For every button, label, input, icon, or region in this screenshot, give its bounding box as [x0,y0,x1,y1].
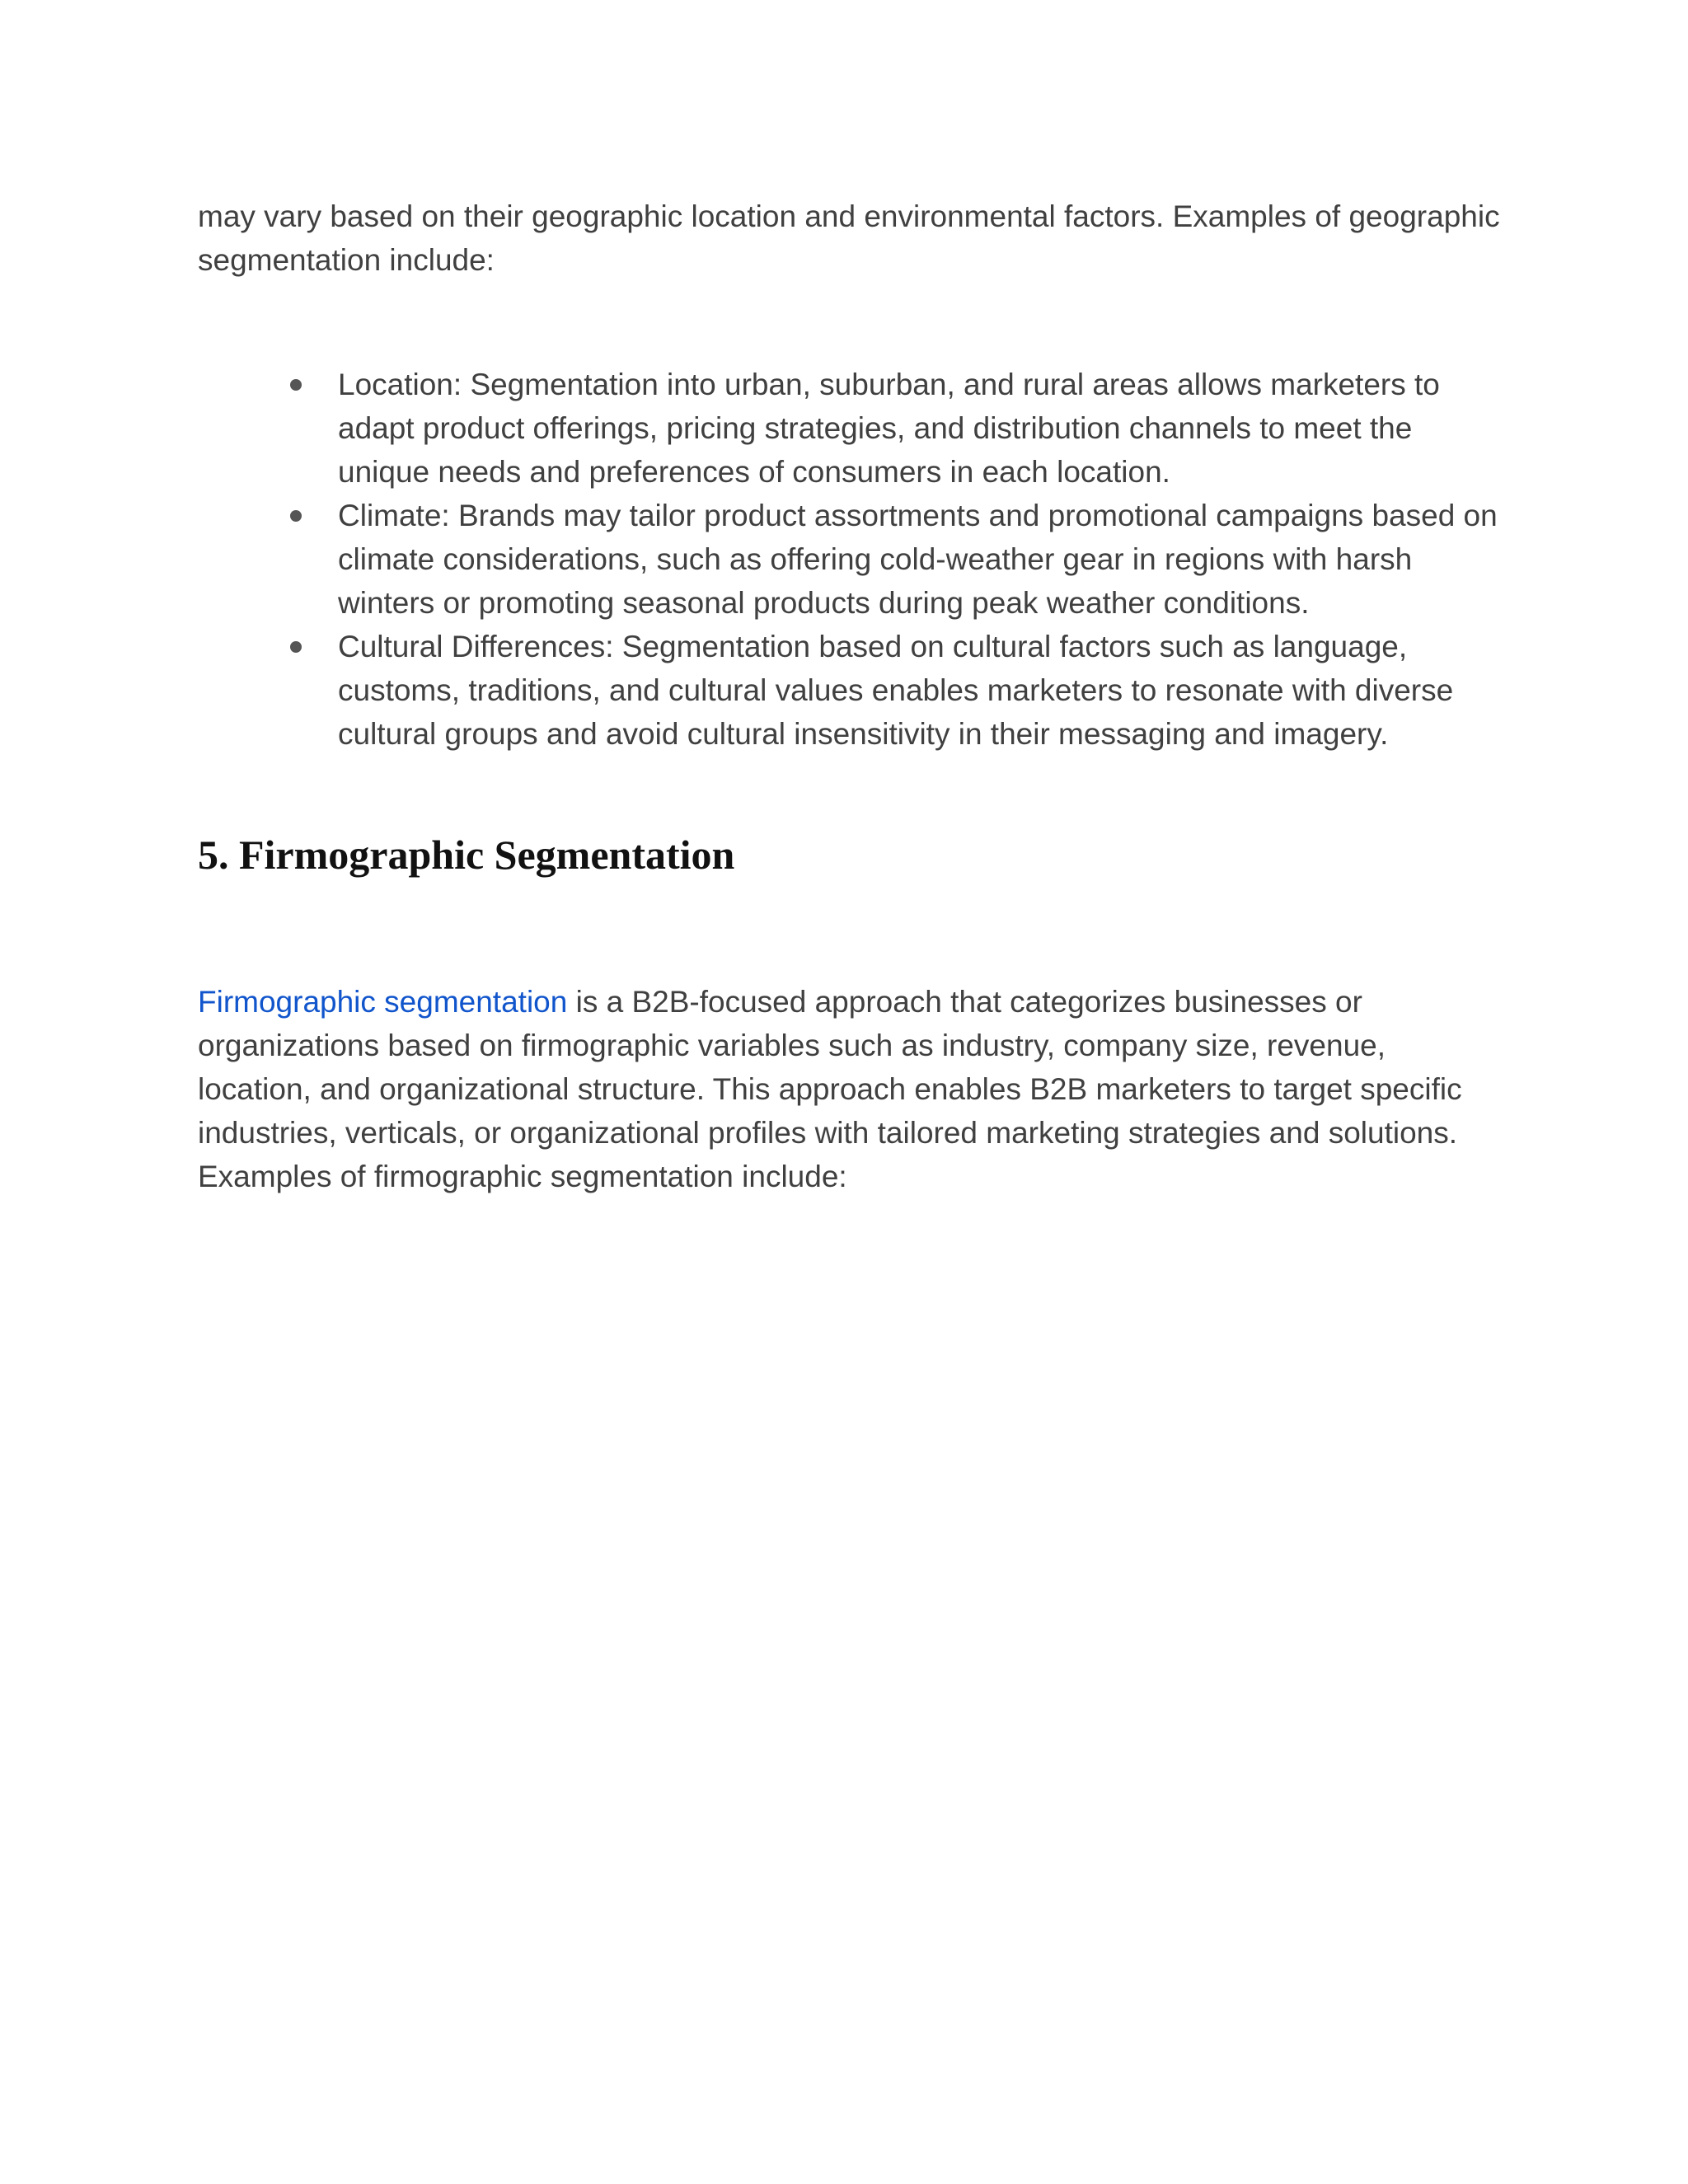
list-item-text: Cultural Differences: Segmentation based on cultural factors such as language, customs, traditions, and cultural values enables marketers to resonate with diverse cultural groups and avoid cultural insensitivity in their messaging and imagery. [338,630,1454,751]
list-item-text: Climate: Brands may tailor product assortments and promotional campaigns based on climate considerations, such as offering cold-weather gear in regions with harsh winters or promoting seasonal products during peak weather conditions. [338,499,1498,620]
list-item-climate [198,494,1500,625]
document-content [198,194,1500,1198]
bullet-icon [290,379,302,391]
section-heading: 5. Firmographic Segmentation [198,832,735,878]
list-item-location [198,363,1500,494]
intro-paragraph: may vary based on their geographic location and environmental factors. Examples of geographic segmentation include: [198,199,1500,277]
bullet-icon [290,641,302,653]
list-item-text: Location: Segmentation into urban, suburban, and rural areas allows marketers to adapt product offerings, pricing strategies, and distribution channels to meet the unique needs and preferences of consumers in each location. [338,368,1440,489]
firmographic-segmentation-link[interactable]: Firmographic segmentation [198,985,568,1019]
bullet-icon [290,510,302,522]
firmographic-body-text: is a B2B-focused approach that categorizes businesses or organizations based on firmographic variables such as industry, company size, revenue, location, and organizational structure. This approach enables B2B marketers to target specific industries, verticals, or organizational profiles with tailored marketing strategies and solutions. Examples of firmographic segmentation include: [198,985,1462,1193]
firmographic-paragraph [198,980,1500,1198]
geographic-bullet-list [198,363,1500,756]
list-item-cultural-differences [198,625,1500,756]
